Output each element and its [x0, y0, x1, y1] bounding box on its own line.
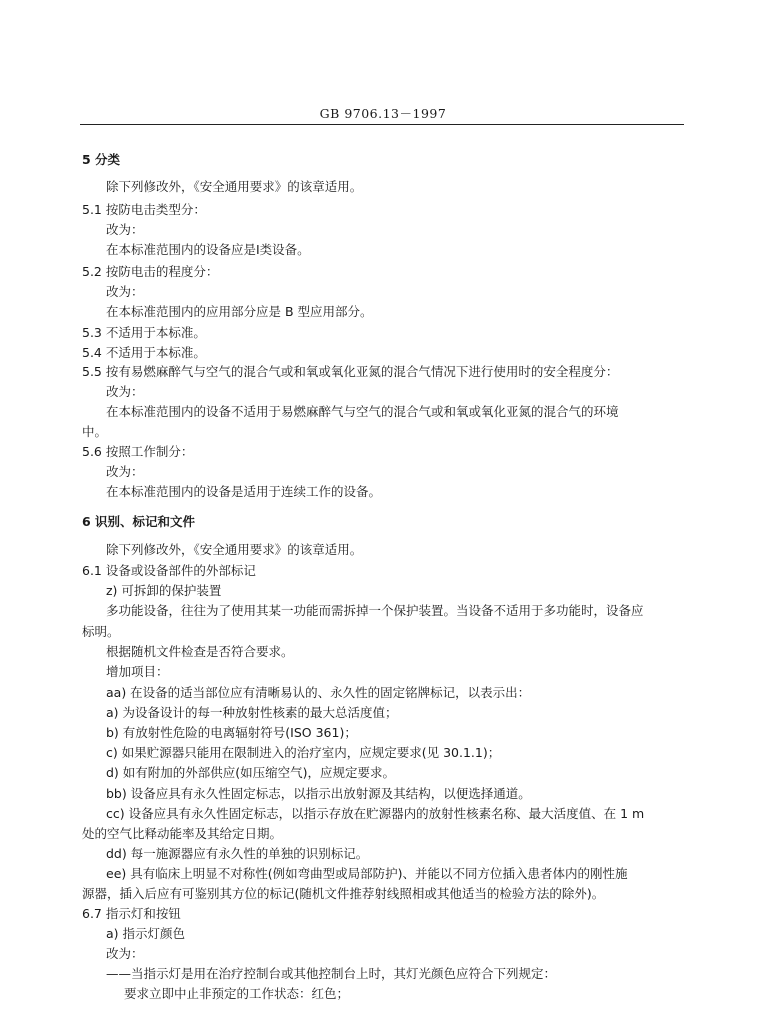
text-line: 改为： — [106, 384, 144, 399]
header-rule — [80, 124, 684, 125]
text-line: 在本标准范围内的设备应是Ⅰ类设备。 — [106, 242, 310, 257]
text-line: 中。 — [82, 424, 108, 439]
text-line: 除下列修改外，《安全通用要求》的该章适用。 — [106, 179, 363, 194]
text-line: 改为： — [106, 464, 144, 479]
text-line: 标明。 — [82, 624, 120, 639]
list-item: c) 如果贮源器只能用在限制进入的治疗室内，应规定要求(见 30.1.1)； — [106, 745, 501, 760]
list-item: a) 为设备设计的每一种放射性核素的最大总活度值； — [106, 705, 398, 720]
text-line: 改为： — [106, 222, 144, 237]
list-item: b) 有放射性危险的电离辐射符号(ISO 361)； — [106, 725, 357, 740]
clause-6-1: 6.1 设备或设备部件的外部标记 — [82, 563, 256, 578]
text-line: 根据随机文件检查是否符合要求。 — [106, 644, 294, 659]
text-line: 除下列修改外，《安全通用要求》的该章适用。 — [106, 542, 363, 557]
text-line: 多功能设备，往往为了使用其某一功能而需拆掉一个保护装置。当设备不适用于多功能时，设备应 — [106, 603, 644, 618]
text-line: ——当指示灯是用在治疗控制台或其他控制台上时，其灯光颜色应符合下列规定： — [106, 966, 557, 981]
text-line: aa) 在设备的适当部位应有清晰易认的、永久性的固定铭牌标记，以表示出： — [106, 685, 531, 700]
text-line: bb) 设备应具有永久性固定标志，以指示出放射源及其结构，以便选择通道。 — [106, 786, 531, 801]
text-line: z) 可拆卸的保护装置 — [106, 583, 222, 598]
clause-5-4: 5.4 不适用于本标准。 — [82, 345, 206, 360]
text-line: 处的空气比释动能率及其给定日期。 — [82, 826, 283, 841]
text-line: 在本标准范围内的设备是适用于连续工作的设备。 — [106, 484, 382, 499]
text-line: 改为： — [106, 284, 144, 299]
text-line: 增加项目： — [106, 664, 169, 679]
text-line: 在本标准范围内的设备不适用于易燃麻醉气与空气的混合气或和氧或氧化亚氮的混合气的环境 — [106, 404, 619, 419]
text-line: dd) 每一施源器应有永久性的单独的识别标记。 — [106, 846, 369, 861]
list-item: d) 如有附加的外部供应(如压缩空气)，应规定要求。 — [106, 765, 396, 780]
clause-5-2: 5.2 按防电击的程度分： — [82, 264, 219, 279]
clause-6-7: 6.7 指示灯和按钮 — [82, 906, 181, 921]
clause-5-6: 5.6 按照工作制分： — [82, 444, 194, 459]
text-line: a) 指示灯颜色 — [106, 926, 186, 941]
text-line: 改为： — [106, 946, 144, 961]
text-line: 要求立即中止非预定的工作状态：红色； — [124, 986, 350, 1001]
text-line: 在本标准范围内的应用部分应是 B 型应用部分。 — [106, 304, 373, 319]
text-line: cc) 设备应具有永久性固定标志，以指示存放在贮源器内的放射性核素名称、最大活度值、在 1 m — [106, 806, 645, 821]
clause-5-3: 5.3 不适用于本标准。 — [82, 325, 206, 340]
section-6-heading: 6 识别、标记和文件 — [82, 514, 196, 529]
text-line: ee) 具有临床上明显不对称性(例如弯曲型或局部防护)、并能以不同方位插入患者体内的刚性施 — [106, 866, 628, 881]
text-line: 源器，插入后应有可鉴别其方位的标记(随机文件推荐射线照相或其他适当的检验方法的除外)。 — [82, 886, 605, 901]
standard-code-header: GB 9706.13－1997 — [319, 106, 447, 121]
clause-5-1: 5.1 按防电击类型分： — [82, 202, 206, 217]
clause-5-5: 5.5 按有易燃麻醉气与空气的混合气或和氧或氧化亚氮的混合气情况下进行使用时的安全程度分： — [82, 364, 619, 379]
section-5-heading: 5 分类 — [82, 152, 121, 167]
